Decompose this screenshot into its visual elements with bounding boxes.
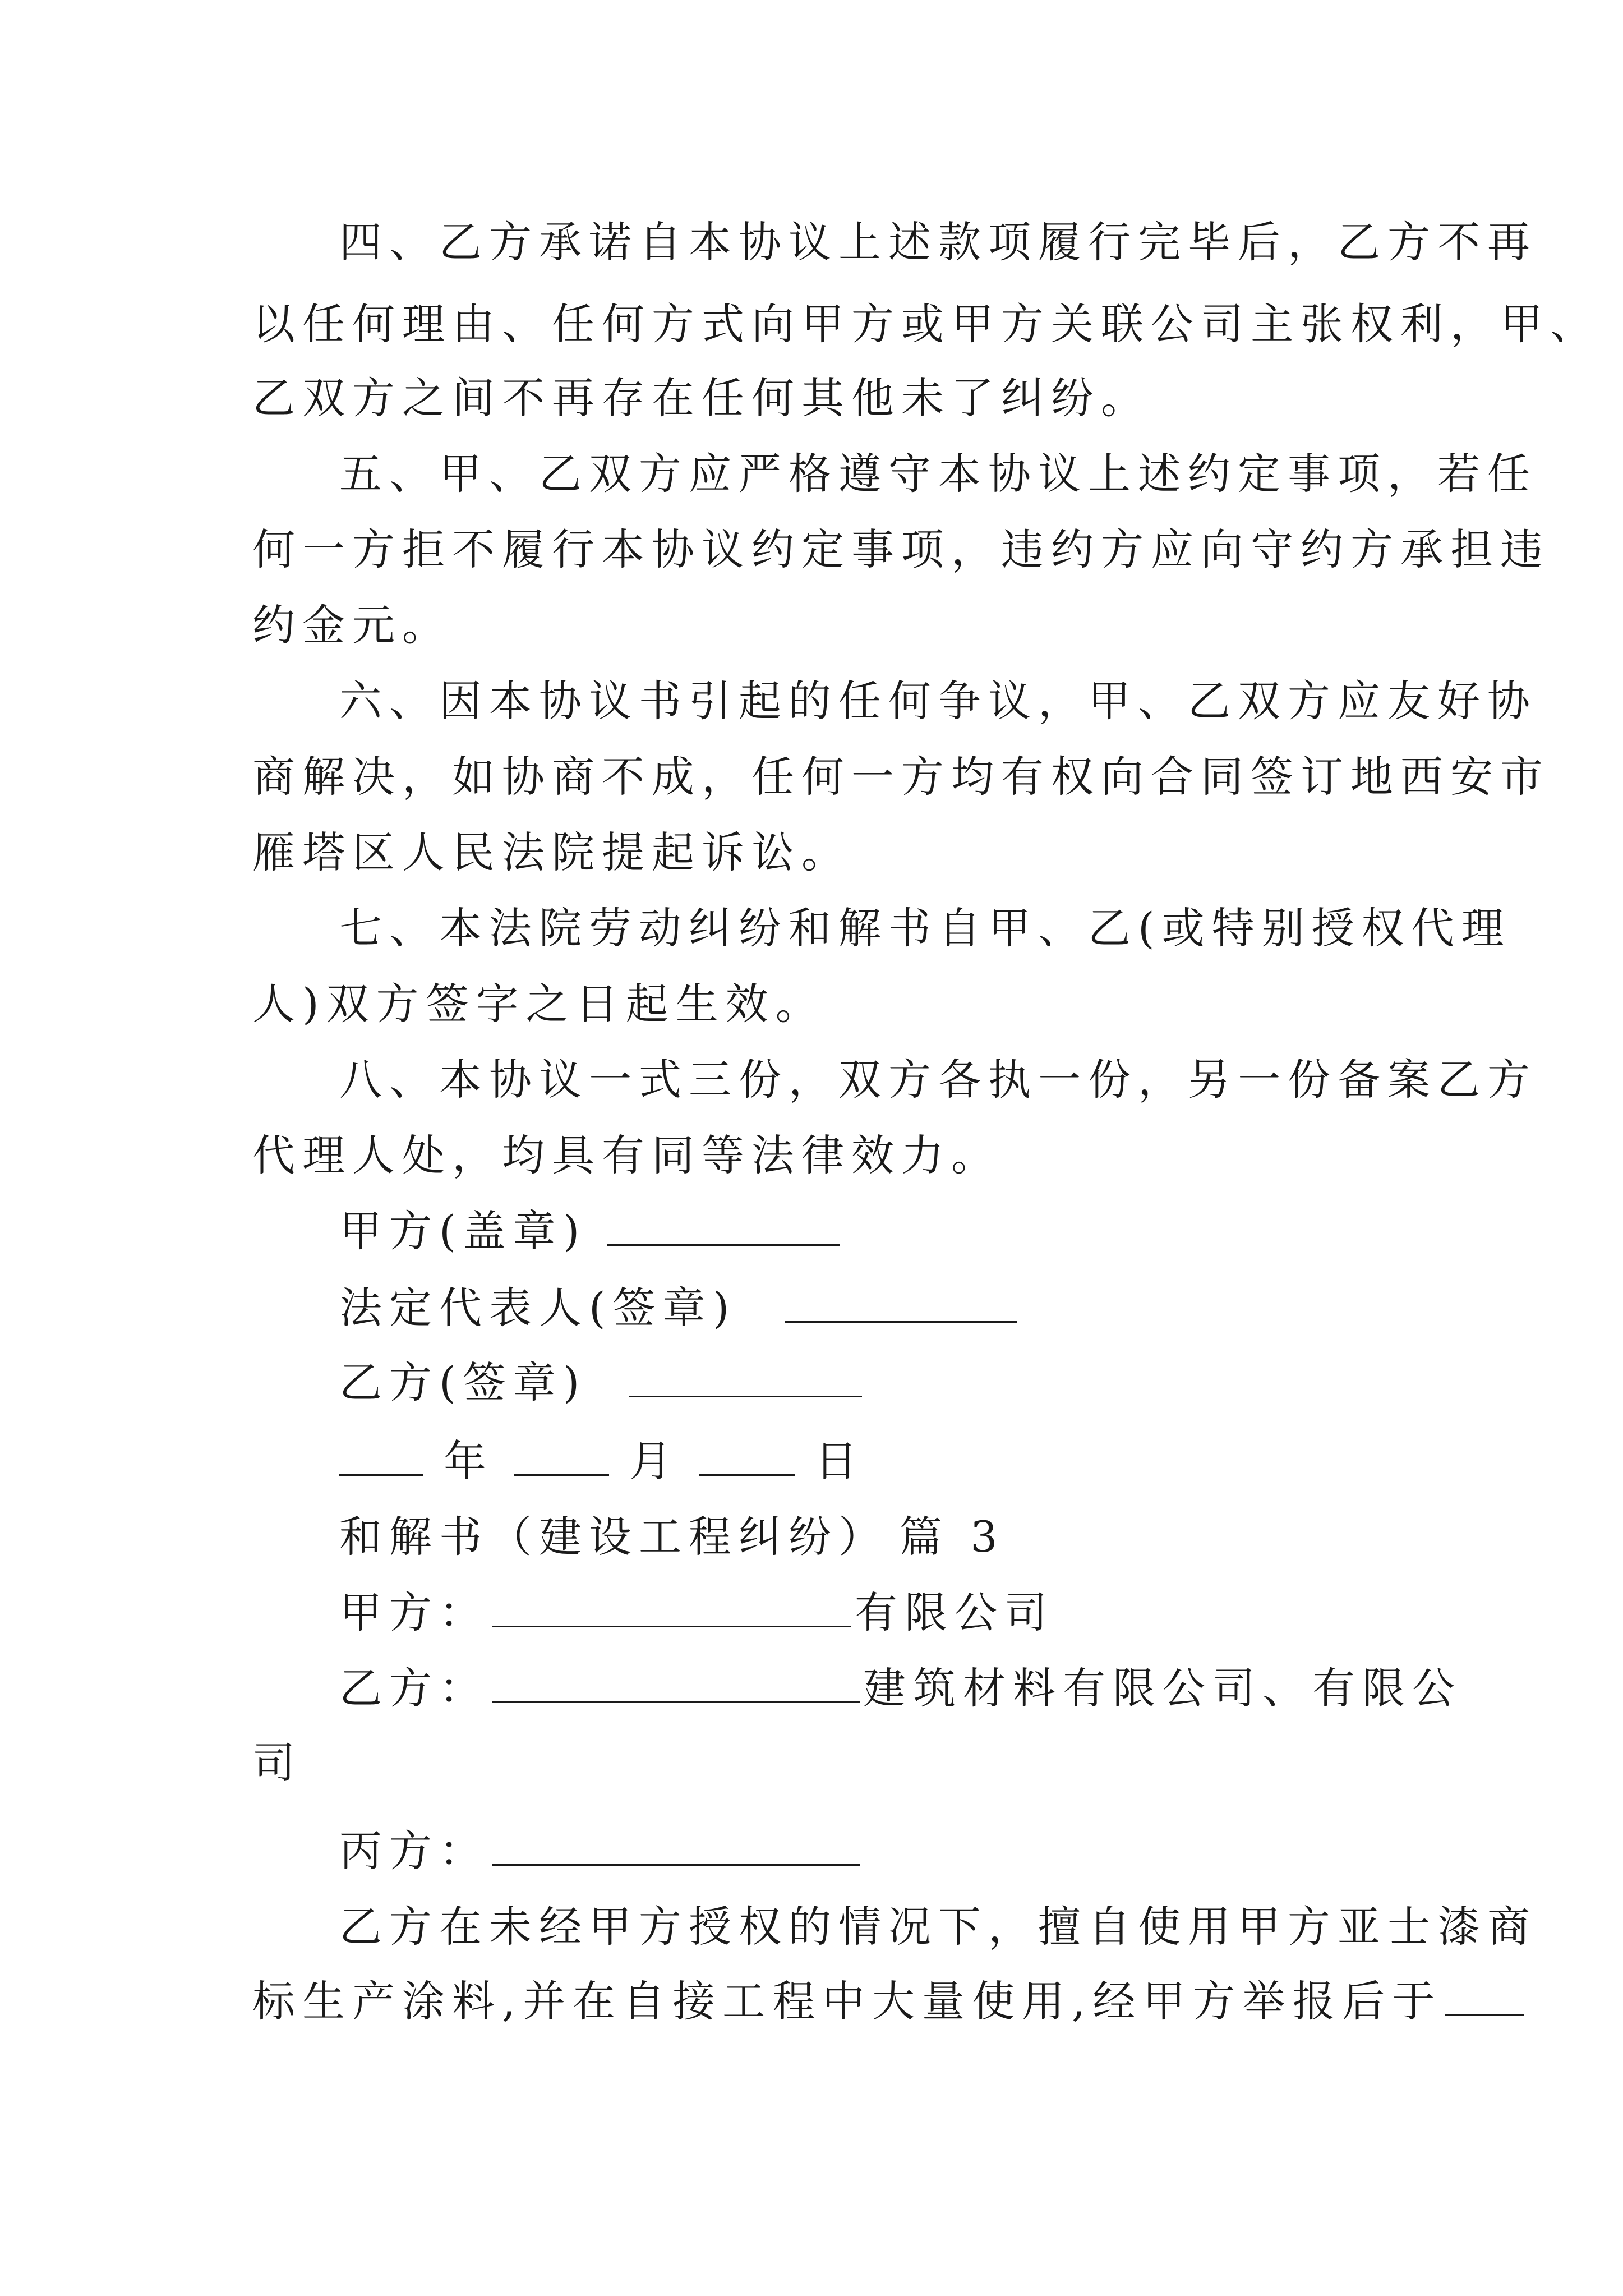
signature-party-a-label: 甲方(盖章) (339, 1206, 587, 1256)
party-a-row (339, 1585, 1054, 1641)
signature-party-b-label: 乙方(签章) (339, 1358, 587, 1407)
party-b-label: 乙方： (339, 1663, 489, 1713)
date-month-blank (514, 1435, 609, 1476)
paragraph-5-line-2: 何一方拒不履行本协议约定事项，违约方应向守约方承担违 (252, 524, 1550, 574)
paragraph-8-line-1: 八、本协议一式三份，双方各执一份，另一份备案乙方 (339, 1055, 1537, 1105)
paragraph-8-line-2: 代理人处，均具有同等法律效力。 (252, 1130, 1001, 1180)
date-month-label: 月 (629, 1436, 679, 1486)
section-3-title: 和解书（建设工程纠纷） (339, 1512, 888, 1562)
party-b-suffix: 建筑材料有限公司、有限公 (863, 1663, 1462, 1713)
paragraph-6-line-1: 六、因本协议书引起的任何争议，甲、乙双方应友好协 (339, 676, 1537, 726)
date-day-label: 日 (815, 1436, 865, 1486)
paragraph-7-line-2: 人)双方签字之日起生效。 (252, 979, 826, 1029)
signature-party-b-blank (629, 1356, 862, 1397)
party-a-label: 甲方： (339, 1588, 489, 1637)
paragraph-5-line-3: 约金元。 (252, 600, 452, 650)
signature-legal-rep-blank (785, 1282, 1017, 1323)
party-b-blank (492, 1662, 860, 1703)
paragraph-7-line-1: 七、本法院劳动纠纷和解书自甲、乙(或特别授权代理 (339, 903, 1511, 953)
body-line-2-row (252, 1973, 1527, 2030)
paragraph-4-line-1: 四、乙方承诺自本协议上述款项履行完毕后，乙方不再 (339, 217, 1537, 267)
paragraph-4-line-2: 以任何理由、任何方式向甲方或甲方关联公司主张权利，甲、 (252, 299, 1600, 349)
paragraph-6-line-3: 雁塔区人民法院提起诉讼。 (252, 827, 851, 877)
party-a-blank (492, 1586, 851, 1627)
paragraph-4-line-3: 乙双方之间不再存在任何其他未了纠纷。 (252, 373, 1151, 423)
section-3-chapter: 篇 3 (900, 1512, 1005, 1562)
signature-legal-rep-row (339, 1280, 1021, 1336)
signature-legal-rep-label: 法定代表人(签章) (339, 1283, 737, 1333)
paragraph-6-line-2: 商解决，如协商不成，任何一方均有权向合同签订地西安市 (252, 752, 1550, 802)
date-year-label: 年 (444, 1436, 494, 1486)
date-year-blank (339, 1435, 423, 1476)
party-b-wrap: 司 (252, 1738, 302, 1788)
party-c-row (339, 1823, 863, 1879)
signature-party-a-row (339, 1203, 843, 1259)
signature-party-b-row (339, 1355, 865, 1411)
party-c-blank (492, 1825, 860, 1866)
party-c-label: 丙方： (339, 1826, 489, 1876)
paragraph-5-line-1: 五、甲、乙双方应严格遵守本协议上述约定事项，若任 (339, 449, 1537, 499)
date-row (339, 1433, 865, 1489)
party-a-suffix: 有限公司 (855, 1588, 1054, 1637)
date-day-blank (699, 1435, 795, 1476)
signature-party-a-blank (607, 1205, 840, 1246)
body-line-2: 标生产涂料,并在自接工程中大量使用,经甲方举报后于 (252, 1976, 1442, 2026)
party-b-row (339, 1660, 1462, 1717)
body-line-2-blank (1445, 1975, 1524, 2016)
section-3-title-row (339, 1509, 1005, 1565)
body-line-1: 乙方在未经甲方授权的情况下，擅自使用甲方亚士漆商 (339, 1902, 1537, 1952)
